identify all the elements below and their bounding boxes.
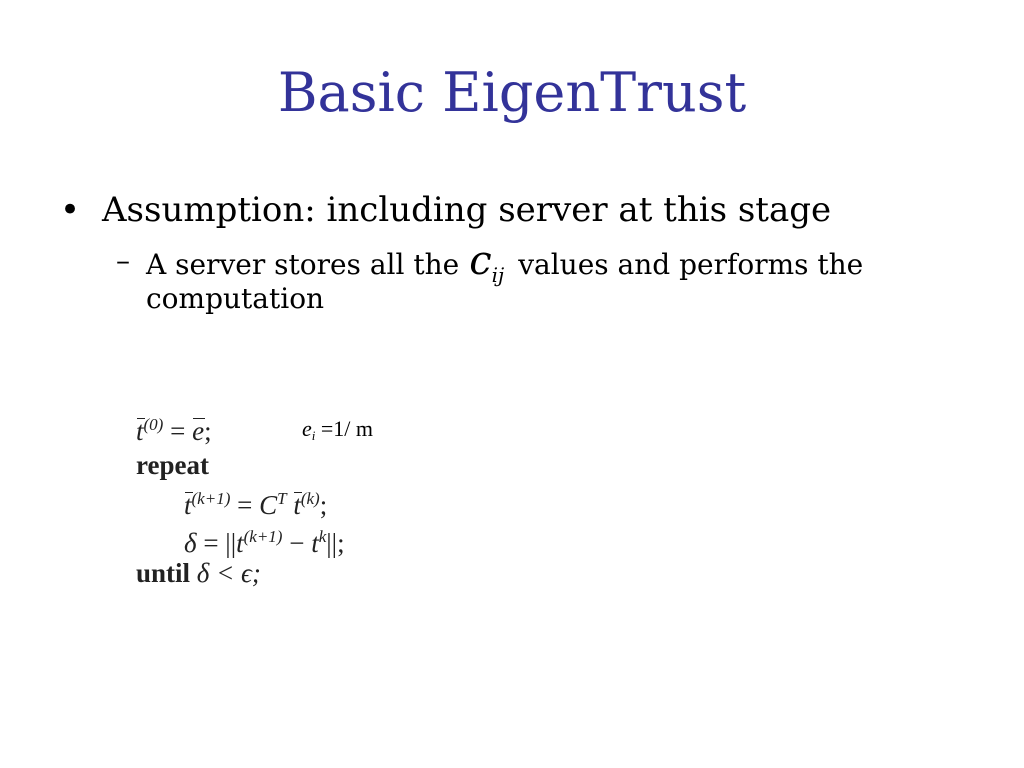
semicolon: ; [204,416,212,446]
vector-e: e [192,416,205,446]
t-symbol: t [236,528,244,558]
bullet-item [60,188,831,232]
vector-t: t [136,416,144,446]
algo-init-line [136,410,212,446]
superscript: (k+1) [191,489,231,508]
vector-t: t [184,490,192,520]
sub-bullet-line-2: computation [146,282,325,315]
algo-repeat-keyword: repeat [136,450,209,480]
math-cij [459,238,518,287]
superscript: k [318,527,327,546]
math-cij-subscript: ij [491,263,505,287]
init-note-var: e [302,416,312,441]
until-condition: δ < ϵ; [196,558,261,588]
matrix-c: C [259,490,278,520]
algo-delta-line [184,522,345,558]
superscript: (k) [300,489,320,508]
sub-bullet-text-after: values and performs the [518,248,864,281]
equals: = [163,416,193,446]
superscript: (0) [143,415,164,434]
minus: − [282,528,312,558]
slide-title: Basic EigenTrust [277,61,747,124]
algo-update-line [184,484,327,520]
delta-symbol: δ [184,528,197,558]
sub-bullet-text-before: A server stores all the [146,248,460,281]
init-note [302,416,373,444]
init-note-sub: i [311,428,316,443]
math-cij-symbol: c [469,238,492,284]
init-note-rest: =1/ m [315,416,374,441]
norm-close: ||; [326,528,345,558]
superscript: (k+1) [243,527,283,546]
t-symbol: t [311,528,319,558]
equals: = [230,490,260,520]
semicolon: ; [319,490,328,520]
dash-icon: – [116,244,130,277]
algo-until-keyword: until [136,558,191,588]
bullet-text: Assumption: including server at this stage [102,190,832,230]
bullet-icon: • [60,190,81,230]
equals-norm: = || [196,528,237,558]
algo-until-line [136,558,261,588]
superscript: T [277,489,287,508]
vector-t: t [293,490,301,520]
